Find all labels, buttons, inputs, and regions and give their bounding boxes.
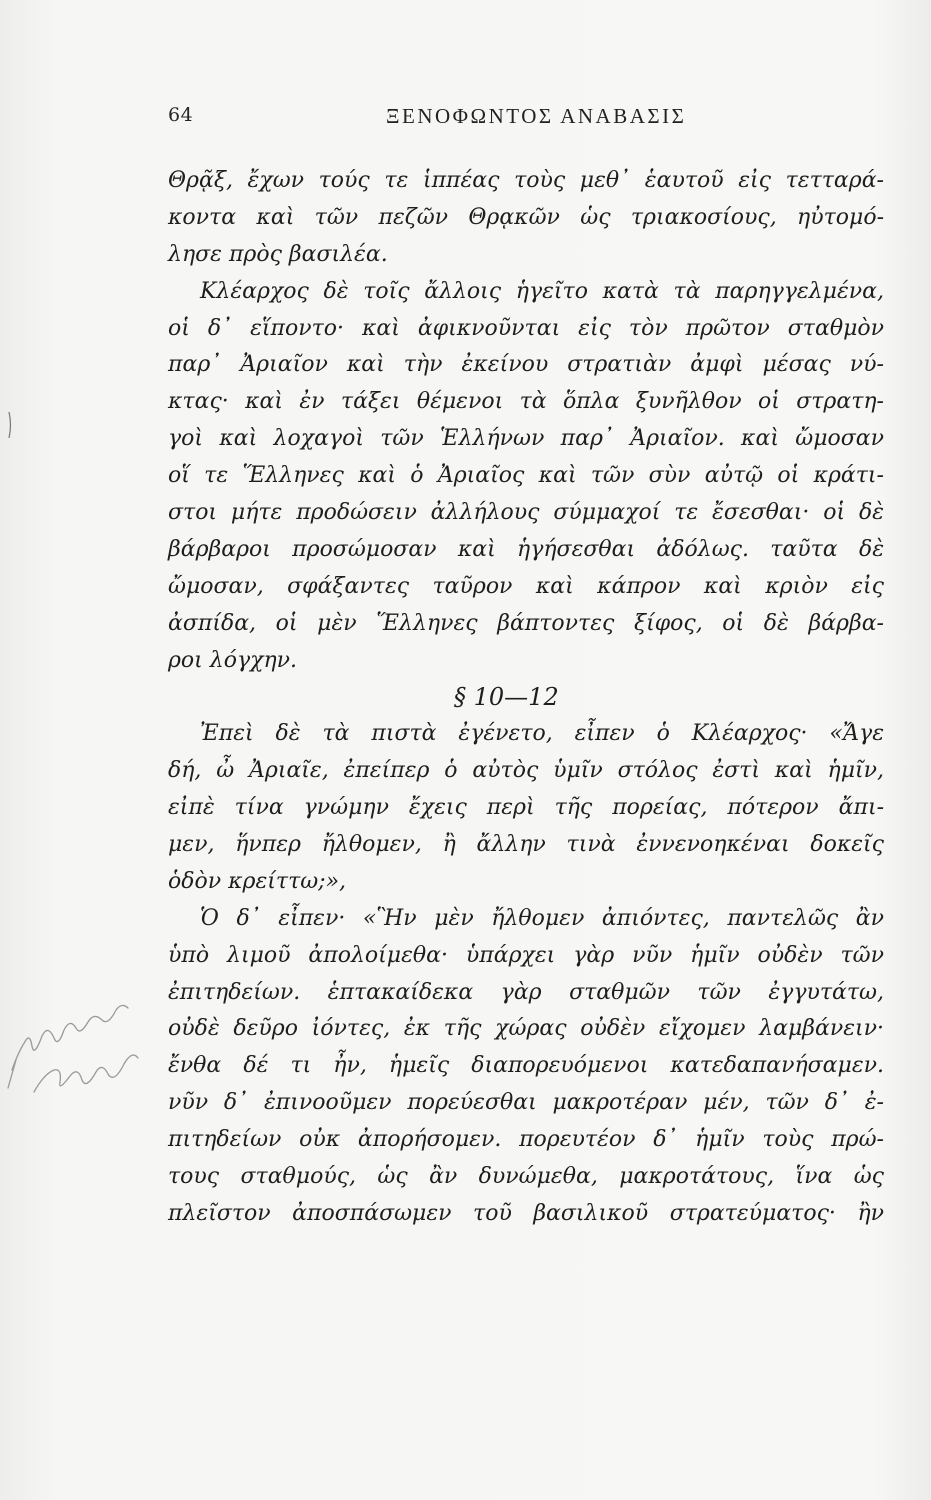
text-line: ὤμοσαν, σφάξαντες ταῦρον καὶ κάπρον καὶ κριὸν εἰς — [168, 573, 884, 599]
text-line: γοὶ καὶ λοχαγοὶ τῶν Ἑλλήνων παρ᾽ Ἀριαῖον. καὶ ὤμοσαν — [168, 426, 884, 452]
text-line: πιτηδείων οὐκ ἀπορήσομεν. πορευτέον δ᾽ ἡμῖν τοὺς πρώ- — [168, 1127, 884, 1153]
text-line: κτας· καὶ ἐν τάξει θέμενοι τὰ ὅπλα ξυνῆλθον οἱ στρατη- — [168, 389, 884, 415]
text-line: ἀσπίδα, οἱ μὲν Ἕλληνες βάπτοντες ξίφος, οἱ δὲ βάρβα- — [168, 610, 884, 636]
text-line: ἔνθα δέ τι ἦν, ἡμεῖς διαπορευόμενοι κατεδαπανήσαμεν. — [168, 1053, 884, 1079]
text-line: δή, ὦ Ἀριαῖε, ἐπείπερ ὁ αὐτὸς ὑμῖν στόλος ἐστὶ καὶ ἡμῖν, — [168, 758, 884, 784]
text-line: εἰπὲ τίνα γνώμην ἔχεις περὶ τῆς πορείας, πότερον ἄπι- — [168, 795, 884, 821]
page-header — [0, 100, 931, 140]
text-line: ὁδὸν κρείττω;», — [168, 868, 347, 894]
text-line: ὑπὸ λιμοῦ ἀπολοίμεθα· ὑπάρχει γὰρ νῦν ἡμῖν οὐδὲν τῶν — [168, 942, 884, 968]
page-number: 64 — [168, 104, 194, 126]
text-line: μεν, ἥνπερ ἤλθομεν, ἢ ἄλλην τινὰ ἐννενοηκέναι δοκεῖς — [168, 832, 884, 858]
text-line: τους σταθμούς, ὡς ἂν δυνώμεθα, μακροτάτους, ἵνα ὡς — [168, 1164, 884, 1190]
section-heading: § 10—12 — [454, 683, 559, 712]
text-line: Ἐπεὶ δὲ τὰ πιστὰ ἐγένετο, εἶπεν ὁ Κλέαρχος· «Ἄγε — [200, 721, 884, 747]
text-line: νῦν δ᾽ ἐπινοοῦμεν πορεύεσθαι μακροτέραν μέν, τῶν δ᾽ ἐ- — [168, 1090, 884, 1116]
text-line: ροι λόγχην. — [168, 647, 298, 673]
text-line: οὐδὲ δεῦρο ἰόντες, ἐκ τῆς χώρας οὐδὲν εἴχομεν λαμβάνειν· — [168, 1016, 884, 1042]
text-line: λησε πρὸς βασιλέα. — [168, 241, 388, 267]
handwritten-margin-note — [4, 1000, 144, 1110]
text-line: ἐπιτηδείων. ἑπτακαίδεκα γὰρ σταθμῶν τῶν ἐγγυτάτω, — [168, 979, 884, 1005]
text-line: παρ᾽ Ἀριαῖον καὶ τὴν ἐκείνου στρατιὰν ἀμφὶ μέσας νύ- — [168, 352, 884, 378]
text-line: Θρᾷξ, ἔχων τούς τε ἱππέας τοὺς μεθ᾽ ἑαυτοῦ εἰς τετταρά- — [168, 168, 884, 193]
text-line: βάρβαροι προσώμοσαν καὶ ἡγήσεσθαι ἀδόλως. ταῦτα δὲ — [168, 536, 884, 562]
running-title: ΞΕΝΟΦΩΝΤΟΣ ΑΝΑΒΑΣΙΣ — [386, 104, 687, 128]
text-line: Ὁ δ᾽ εἶπεν· «Ἣν μὲν ἤλθομεν ἀπιόντες, παντελῶς ἂν — [200, 905, 884, 931]
text-line: κοντα καὶ τῶν πεζῶν Θρᾳκῶν ὡς τριακοσίους, ηὐτομό- — [168, 204, 884, 230]
text-line: οἵ τε Ἕλληνες καὶ ὁ Ἀριαῖος καὶ τῶν σὺν αὐτῷ οἱ κράτι- — [168, 463, 884, 489]
margin-tick-mark — [6, 410, 16, 440]
text-line: οἱ δ᾽ εἵποντο· καὶ ἀφικνοῦνται εἰς τὸν πρῶτον σταθμὸν — [168, 315, 884, 341]
text-line: Κλέαρχος δὲ τοῖς ἄλλοις ἡγεῖτο κατὰ τὰ παρηγγελμένα, — [200, 278, 884, 304]
text-line: στοι μήτε προδώσειν ἀλλήλους σύμμαχοί τε ἔσεσθαι· οἱ δὲ — [168, 500, 884, 526]
text-line: πλεῖστον ἀποσπάσωμεν τοῦ βασιλικοῦ στρατεύματος· ἢν — [168, 1200, 884, 1226]
body-text — [168, 163, 884, 1233]
